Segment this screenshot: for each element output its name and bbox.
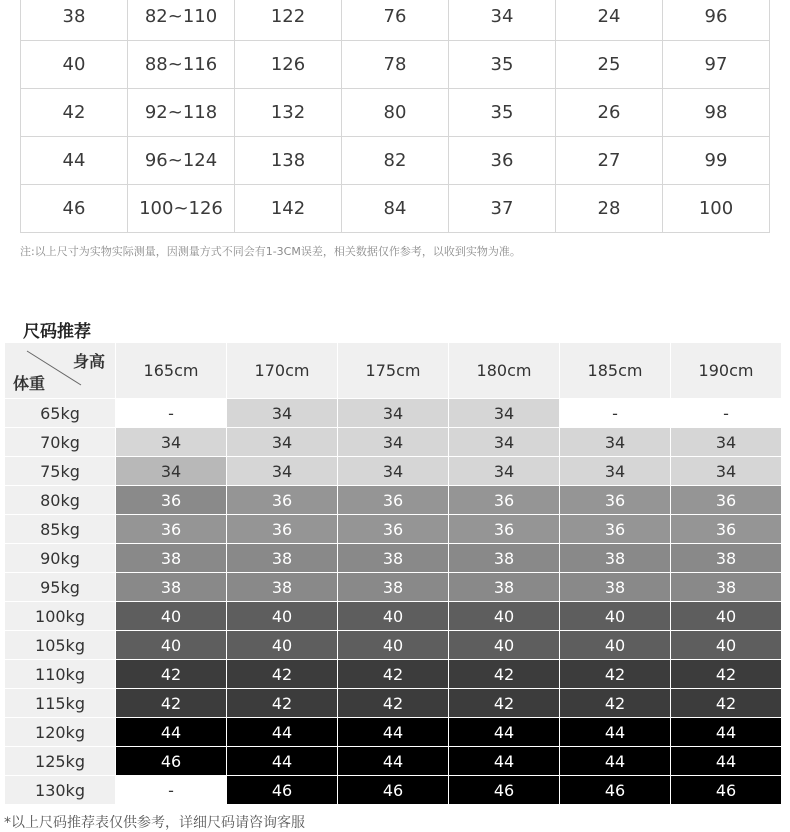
size-cell: 98	[663, 89, 770, 137]
size-row	[21, 41, 770, 89]
recommended-size-cell: 36	[671, 486, 781, 514]
recommended-size-cell: 46	[338, 776, 448, 804]
size-cell: 46	[21, 185, 128, 233]
weight-row	[5, 399, 781, 427]
size-cell: 37	[449, 185, 556, 233]
recommended-size-cell: 44	[449, 718, 559, 746]
weight-row	[5, 428, 781, 456]
weight-label-cell: 120kg	[5, 718, 115, 746]
recommended-size-cell: 46	[671, 776, 781, 804]
size-measurement-table	[20, 0, 770, 233]
recommended-size-cell: 42	[449, 660, 559, 688]
recommended-size-cell: 42	[560, 689, 670, 717]
size-cell: 88~116	[128, 41, 235, 89]
size-cell: 38	[21, 0, 128, 41]
size-cell: 97	[663, 41, 770, 89]
size-cell: 99	[663, 137, 770, 185]
recommended-size-cell: 40	[227, 631, 337, 659]
recommended-size-cell: 40	[338, 602, 448, 630]
recommended-size-cell: 38	[560, 573, 670, 601]
size-row	[21, 137, 770, 185]
weight-label-cell: 105kg	[5, 631, 115, 659]
recommended-size-cell: 40	[449, 631, 559, 659]
size-cell: 84	[342, 185, 449, 233]
recommended-size-cell: 34	[116, 457, 226, 485]
recommended-size-cell: -	[116, 399, 226, 427]
recommended-size-cell: 34	[116, 428, 226, 456]
recommended-size-cell: -	[671, 399, 781, 427]
size-row	[21, 0, 770, 41]
weight-label-cell: 130kg	[5, 776, 115, 804]
recommended-size-cell: 34	[449, 399, 559, 427]
weight-label-cell: 115kg	[5, 689, 115, 717]
recommended-size-cell: 36	[449, 486, 559, 514]
size-cell: 42	[21, 89, 128, 137]
recommended-size-cell: 36	[449, 515, 559, 543]
recommended-size-cell: 40	[671, 631, 781, 659]
recommendation-footer-note: *以上尺码推荐表仅供参考，详细尺码请咨询客服	[4, 815, 305, 831]
recommended-size-cell: 40	[116, 631, 226, 659]
recommended-size-cell: 38	[116, 544, 226, 572]
recommended-size-cell: 44	[116, 718, 226, 746]
recommended-size-cell: -	[116, 776, 226, 804]
recommended-size-cell: 46	[227, 776, 337, 804]
recommended-size-cell: 34	[560, 428, 670, 456]
size-cell: 80	[342, 89, 449, 137]
height-header-cell: 185cm	[560, 343, 670, 398]
size-row	[21, 89, 770, 137]
size-cell: 122	[235, 0, 342, 41]
recommended-size-cell: 36	[338, 515, 448, 543]
recommended-size-cell: 34	[338, 428, 448, 456]
weight-row	[5, 486, 781, 514]
recommended-size-cell: 34	[671, 428, 781, 456]
size-row	[21, 185, 770, 233]
recommended-size-cell: 42	[338, 689, 448, 717]
weight-row	[5, 747, 781, 775]
size-cell: 26	[556, 89, 663, 137]
recommended-size-cell: 38	[671, 544, 781, 572]
recommended-size-cell: 36	[560, 515, 670, 543]
recommended-size-cell: 44	[338, 718, 448, 746]
size-cell: 35	[449, 41, 556, 89]
size-cell: 126	[235, 41, 342, 89]
size-cell: 82~110	[128, 0, 235, 41]
recommended-size-cell: 44	[449, 747, 559, 775]
recommended-size-cell: 42	[671, 660, 781, 688]
recommended-size-cell: 40	[560, 631, 670, 659]
recommended-size-cell: 42	[116, 689, 226, 717]
recommended-size-cell: 46	[560, 776, 670, 804]
recommended-size-cell: 38	[671, 573, 781, 601]
size-cell: 25	[556, 41, 663, 89]
weight-row	[5, 631, 781, 659]
weight-row	[5, 602, 781, 630]
recommended-size-cell: -	[560, 399, 670, 427]
size-cell: 24	[556, 0, 663, 41]
height-axis-label: 身高	[72, 352, 105, 371]
weight-row	[5, 689, 781, 717]
recommended-size-cell: 36	[227, 486, 337, 514]
recommended-size-cell: 40	[116, 602, 226, 630]
weight-label-cell: 110kg	[5, 660, 115, 688]
weight-label-cell: 70kg	[5, 428, 115, 456]
recommended-size-cell: 36	[227, 515, 337, 543]
recommended-size-cell: 34	[338, 457, 448, 485]
size-cell: 132	[235, 89, 342, 137]
weight-row	[5, 718, 781, 746]
recommended-size-cell: 44	[560, 718, 670, 746]
recommended-size-cell: 42	[449, 689, 559, 717]
corner-cell	[5, 343, 115, 398]
recommended-size-cell: 36	[116, 486, 226, 514]
recommended-size-cell: 42	[227, 689, 337, 717]
recommended-size-cell: 38	[227, 544, 337, 572]
size-cell: 27	[556, 137, 663, 185]
size-recommendation-table	[4, 342, 782, 805]
size-cell: 82	[342, 137, 449, 185]
recommended-size-cell: 40	[338, 631, 448, 659]
recommended-size-cell: 36	[671, 515, 781, 543]
size-cell: 36	[449, 137, 556, 185]
height-header-cell: 170cm	[227, 343, 337, 398]
recommended-size-cell: 40	[560, 602, 670, 630]
weight-label-cell: 75kg	[5, 457, 115, 485]
weight-label-cell: 125kg	[5, 747, 115, 775]
weight-label-cell: 65kg	[5, 399, 115, 427]
recommended-size-cell: 46	[116, 747, 226, 775]
height-header-cell: 175cm	[338, 343, 448, 398]
weight-row	[5, 660, 781, 688]
weight-axis-label: 体重	[13, 374, 46, 393]
recommended-size-cell: 44	[671, 747, 781, 775]
recommended-size-cell: 46	[449, 776, 559, 804]
size-cell: 96~124	[128, 137, 235, 185]
recommended-size-cell: 38	[449, 573, 559, 601]
size-cell: 76	[342, 0, 449, 41]
size-cell: 35	[449, 89, 556, 137]
weight-row	[5, 573, 781, 601]
recommended-size-cell: 38	[338, 573, 448, 601]
recommended-size-cell: 38	[338, 544, 448, 572]
recommended-size-cell: 42	[116, 660, 226, 688]
recommended-size-cell: 44	[227, 718, 337, 746]
weight-label-cell: 100kg	[5, 602, 115, 630]
height-header-cell: 180cm	[449, 343, 559, 398]
size-cell: 78	[342, 41, 449, 89]
weight-label-cell: 95kg	[5, 573, 115, 601]
size-cell: 44	[21, 137, 128, 185]
size-cell: 100~126	[128, 185, 235, 233]
recommended-size-cell: 36	[560, 486, 670, 514]
recommended-size-cell: 40	[449, 602, 559, 630]
recommended-size-cell: 44	[671, 718, 781, 746]
height-header-cell: 165cm	[116, 343, 226, 398]
recommended-size-cell: 34	[671, 457, 781, 485]
weight-label-cell: 90kg	[5, 544, 115, 572]
recommended-size-cell: 38	[116, 573, 226, 601]
recommended-size-cell: 36	[338, 486, 448, 514]
recommended-size-cell: 34	[227, 399, 337, 427]
recommended-size-cell: 38	[560, 544, 670, 572]
recommended-size-cell: 34	[227, 428, 337, 456]
recommended-size-cell: 34	[338, 399, 448, 427]
weight-row	[5, 457, 781, 485]
recommended-size-cell: 40	[671, 602, 781, 630]
recommended-size-cell: 34	[560, 457, 670, 485]
size-cell: 28	[556, 185, 663, 233]
recommended-size-cell: 44	[560, 747, 670, 775]
measurement-note: 注:以上尺寸为实物实际测量，因测量方式不同会有1-3CM误差，相关数据仅作参考，以收到实物为准。	[20, 245, 521, 258]
recommended-size-cell: 40	[227, 602, 337, 630]
size-cell: 96	[663, 0, 770, 41]
recommended-size-cell: 42	[560, 660, 670, 688]
recommended-size-cell: 38	[227, 573, 337, 601]
size-cell: 40	[21, 41, 128, 89]
weight-label-cell: 85kg	[5, 515, 115, 543]
size-cell: 142	[235, 185, 342, 233]
recommended-size-cell: 34	[227, 457, 337, 485]
size-cell: 138	[235, 137, 342, 185]
recommendation-title: 尺码推荐	[23, 322, 91, 342]
recommended-size-cell: 36	[116, 515, 226, 543]
size-cell: 100	[663, 185, 770, 233]
size-cell: 92~118	[128, 89, 235, 137]
size-cell: 34	[449, 0, 556, 41]
recommended-size-cell: 44	[338, 747, 448, 775]
recommended-size-cell: 34	[449, 457, 559, 485]
weight-label-cell: 80kg	[5, 486, 115, 514]
weight-row	[5, 544, 781, 572]
height-header-cell: 190cm	[671, 343, 781, 398]
recommended-size-cell: 42	[227, 660, 337, 688]
height-header-row	[5, 343, 781, 398]
recommended-size-cell: 42	[671, 689, 781, 717]
recommended-size-cell: 34	[449, 428, 559, 456]
weight-row	[5, 515, 781, 543]
weight-row	[5, 776, 781, 804]
recommended-size-cell: 42	[338, 660, 448, 688]
recommended-size-cell: 44	[227, 747, 337, 775]
recommended-size-cell: 38	[449, 544, 559, 572]
